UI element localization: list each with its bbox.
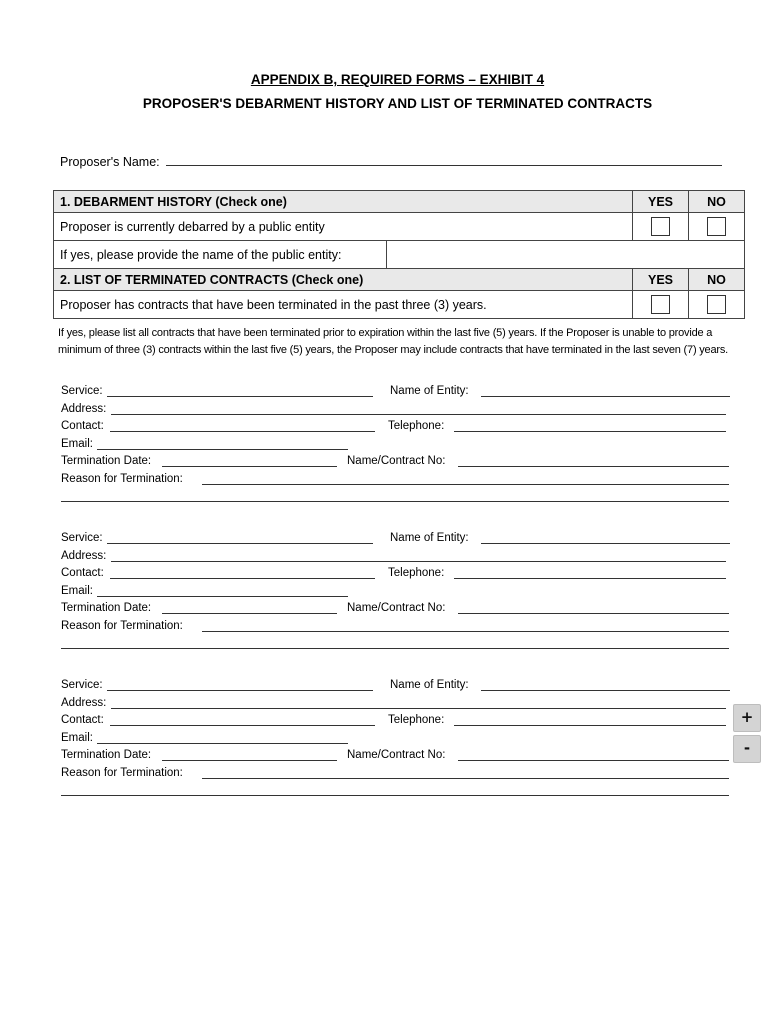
address-label: Address: xyxy=(61,402,107,415)
section1-statement: Proposer is currently debarred by a public entity xyxy=(54,213,633,241)
section2-no-header: NO xyxy=(689,269,745,291)
section1-statement-row xyxy=(54,213,745,241)
section2-heading: 2. LIST OF TERMINATED CONTRACTS (Check one) xyxy=(54,269,633,291)
service-field[interactable] xyxy=(107,690,373,691)
contract-no-field[interactable] xyxy=(458,760,729,761)
telephone-field[interactable] xyxy=(454,578,726,579)
section2-header-row xyxy=(54,269,745,291)
contact-label: Contact: xyxy=(61,714,104,726)
terminated-yes-checkbox[interactable] xyxy=(651,295,670,314)
reason-label: Reason for Termination: xyxy=(61,619,183,632)
public-entity-name-field[interactable] xyxy=(387,241,745,269)
contract-no-label: Name/Contract No: xyxy=(347,455,446,467)
termination-date-field[interactable] xyxy=(162,760,337,761)
reason-label: Reason for Termination: xyxy=(61,472,183,485)
proposer-name-field[interactable] xyxy=(166,153,722,166)
section1-yes-header: YES xyxy=(633,191,689,213)
contract-no-label: Name/Contract No: xyxy=(347,749,446,761)
contract-no-field[interactable] xyxy=(458,613,729,614)
telephone-field[interactable] xyxy=(454,725,726,726)
contract-entry-2 xyxy=(61,530,733,653)
zoom-in-button[interactable]: + xyxy=(733,704,761,732)
email-field[interactable] xyxy=(97,743,348,744)
section1-heading: 1. DEBARMENT HISTORY (Check one) xyxy=(54,191,633,213)
service-label: Service: xyxy=(61,679,103,691)
termination-date-field[interactable] xyxy=(162,613,337,614)
telephone-label: Telephone: xyxy=(388,420,445,432)
telephone-label: Telephone: xyxy=(388,567,445,579)
email-field[interactable] xyxy=(97,449,348,450)
entity-field[interactable] xyxy=(481,543,730,544)
contact-field[interactable] xyxy=(110,725,375,726)
contact-field[interactable] xyxy=(110,578,375,579)
reason-field[interactable] xyxy=(202,631,729,632)
terminated-no-checkbox[interactable] xyxy=(707,295,726,314)
telephone-field[interactable] xyxy=(454,431,726,432)
entity-label: Name of Entity: xyxy=(390,679,469,691)
reason-continuation-field[interactable] xyxy=(61,795,729,796)
proposer-name-label: Proposer's Name: xyxy=(60,155,160,169)
termination-date-label: Termination Date: xyxy=(61,602,152,614)
reason-field[interactable] xyxy=(202,484,729,485)
section1-header-row xyxy=(54,191,745,213)
termination-date-field[interactable] xyxy=(162,466,337,467)
entity-label: Name of Entity: xyxy=(390,532,469,544)
email-label: Email: xyxy=(61,584,93,597)
address-label: Address: xyxy=(61,549,107,562)
service-label: Service: xyxy=(61,385,103,397)
contract-entry-3 xyxy=(61,677,733,800)
entity-field[interactable] xyxy=(481,690,730,691)
reason-continuation-field[interactable] xyxy=(61,501,729,502)
reason-continuation-field[interactable] xyxy=(61,648,729,649)
termination-date-label: Termination Date: xyxy=(61,749,152,761)
service-label: Service: xyxy=(61,532,103,544)
section1-followup: If yes, please provide the name of the public entity: xyxy=(54,241,387,269)
section2-statement: Proposer has contracts that have been terminated in the past three (3) years. xyxy=(54,291,633,319)
service-field[interactable] xyxy=(107,543,373,544)
entity-field[interactable] xyxy=(481,396,730,397)
termination-date-label: Termination Date: xyxy=(61,455,152,467)
checklist-table xyxy=(53,190,745,319)
section1-no-header: NO xyxy=(689,191,745,213)
section1-followup-row xyxy=(54,241,745,269)
zoom-out-button[interactable]: - xyxy=(733,735,761,763)
section2-yes-header: YES xyxy=(633,269,689,291)
address-label: Address: xyxy=(61,696,107,709)
contact-label: Contact: xyxy=(61,567,104,579)
email-label: Email: xyxy=(61,731,93,744)
address-field[interactable] xyxy=(111,561,726,562)
reason-field[interactable] xyxy=(202,778,729,779)
form-title: APPENDIX B, REQUIRED FORMS – EXHIBIT 4 xyxy=(250,72,545,87)
contact-label: Contact: xyxy=(61,420,104,432)
reason-label: Reason for Termination: xyxy=(61,766,183,779)
contract-no-label: Name/Contract No: xyxy=(347,602,446,614)
contract-no-field[interactable] xyxy=(458,466,729,467)
proposer-name-row xyxy=(60,153,722,169)
contact-field[interactable] xyxy=(110,431,375,432)
form-subtitle: PROPOSER'S DEBARMENT HISTORY AND LIST OF TERMINATED CONTRACTS xyxy=(142,96,653,111)
entity-label: Name of Entity: xyxy=(390,385,469,397)
debarred-yes-checkbox[interactable] xyxy=(651,217,670,236)
debarred-no-checkbox[interactable] xyxy=(707,217,726,236)
instructions-text: If yes, please list all contracts that have been terminated prior to expiration within the last five (5) years. If the Proposer is unable to provide a minimum of three (3) contracts within the last five (5) years, the Proposer may include contracts that have terminated in the last seven (7) years. xyxy=(58,327,729,356)
section2-statement-row xyxy=(54,291,745,319)
address-field[interactable] xyxy=(111,414,726,415)
email-field[interactable] xyxy=(97,596,348,597)
service-field[interactable] xyxy=(107,396,373,397)
telephone-label: Telephone: xyxy=(388,714,445,726)
contract-entry-1 xyxy=(61,383,733,506)
address-field[interactable] xyxy=(111,708,726,709)
email-label: Email: xyxy=(61,437,93,450)
